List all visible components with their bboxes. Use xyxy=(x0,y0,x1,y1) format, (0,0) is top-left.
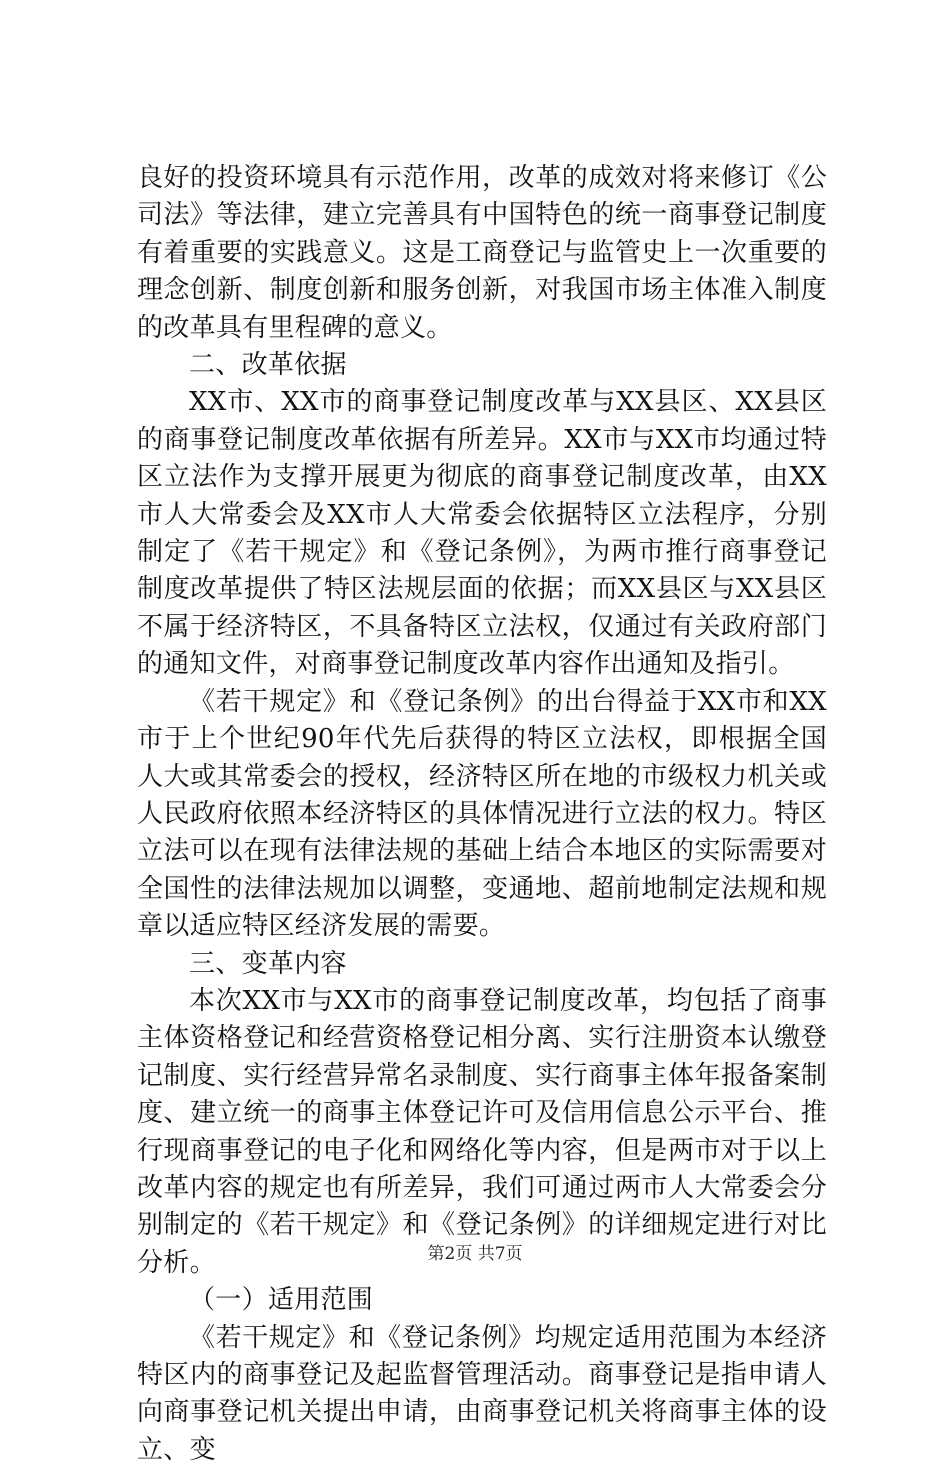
heading-reform-basis: 二、改革依据 xyxy=(189,350,347,381)
page-footer: 第2页 共7页 xyxy=(427,1244,523,1264)
paragraph-legislative-power: 《若干规定》和《登记条例》的出台得益于XX市和XX市于上个世纪90年代先后获得的特区立法权，即根据全国人大或其常委会的授权，经济特区所在地的市级权力机关或人民政府依照本经济特区的具体情况进行立法的权力。特区立法可以在现有法律法规的基础上结合本地区的实际需要对全国性的法律法规加以调整，变通地、超前地制定法规和规章以适应特区经济发展的需要。 xyxy=(137,686,827,942)
heading-scope: （一）适用范围 xyxy=(189,1285,374,1316)
heading-reform-content: 三、变革内容 xyxy=(189,948,347,979)
paragraph-reform-basis: XX市、XX市的商事登记制度改革与XX县区、XX县区的商事登记制度改革依据有所差异。XX市与XX市均通过特区立法作为支撑开展更为彻底的商事登记制度改革，由XX市人大常委会及XX市人大常委会依据特区立法程序，分别制定了《若干规定》和《登记条例》，为两市推行商事登记制度改革提供了特区法规层面的依据；而XX县区与XX县区不属于经济特区，不具备特区立法权，仅通过有关政府部门的通知文件，对商事登记制度改革内容作出通知及指引。 xyxy=(137,387,827,680)
paragraph-intro: 良好的投资环境具有示范作用，改革的成效对将来修订《公司法》等法律，建立完善具有中国特色的统一商事登记制度有着重要的实践意义。这是工商登记与监管史上一次重要的理念创新、制度创新和服务创新，对我国市场主体准入制度的改革具有里程碑的意义。 xyxy=(137,163,827,343)
paragraph-reform-content: 本次XX市与XX市的商事登记制度改革，均包括了商事主体资格登记和经营资格登记相分离、实行注册资本认缴登记制度、实行经营异常名录制度、实行商事主体年报备案制度、建立统一的商事主体登记许可及信用信息公示平台、推行现商事登记的电子化和网络化等内容，但是两市对于以上改革内容的规定也有所差异，我们可通过两市人大常委会分别制定的《若干规定》和《登记条例》的详细规定进行对比分析。 xyxy=(137,985,827,1278)
document-body xyxy=(137,160,827,1469)
paragraph-scope: 《若干规定》和《登记条例》均规定适用范围为本经济特区内的商事登记及起监督管理活动。商事登记是指申请人向商事登记机关提出申请，由商事登记机关将商事主体的设立、变 xyxy=(137,1322,827,1465)
